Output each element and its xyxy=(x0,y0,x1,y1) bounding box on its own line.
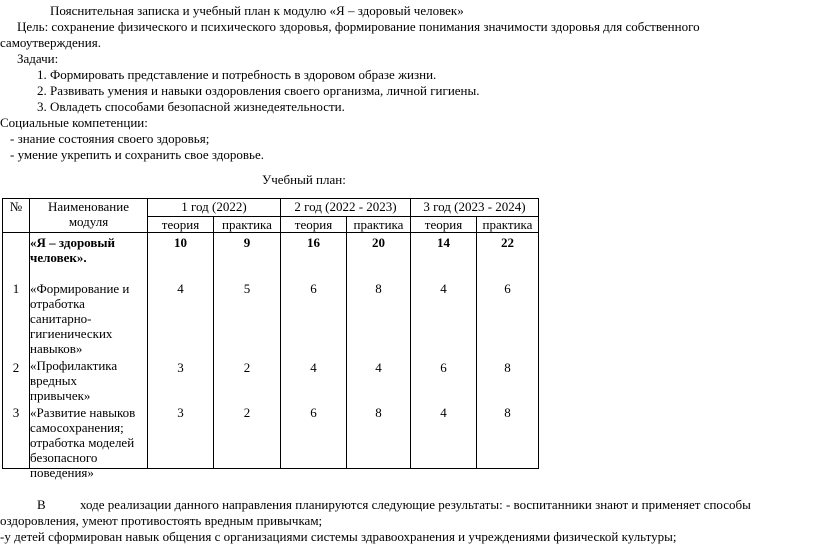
row1-value: 8 xyxy=(375,281,382,296)
row2-value: 8 xyxy=(504,360,511,375)
row-number-2: 2 xyxy=(12,360,20,375)
subheader-theory-y2: теория xyxy=(281,217,347,233)
results-line-1: ходе реализации данного направления планируются следующие результаты: - воспитанники знают и применяет способы xyxy=(80,497,751,512)
module-3-line2: самосохранения; xyxy=(30,420,124,435)
total-value: 22 xyxy=(501,235,514,250)
tasks-label: Задачи: xyxy=(17,51,59,66)
values-col-2 xyxy=(214,233,281,469)
plan-title: Учебный план: xyxy=(262,172,346,187)
row2-value: 3 xyxy=(177,360,184,375)
col-header-number: № xyxy=(3,199,30,233)
task-item-3: 3. Овладеть способами безопасной жизнедеятельности. xyxy=(37,99,345,114)
row3-value: 8 xyxy=(504,405,511,420)
row3-value: 2 xyxy=(243,405,251,420)
col-header-year2: 2 год (2022 - 2023) xyxy=(281,199,411,217)
row2-value: 4 xyxy=(375,360,382,375)
row3-value: 6 xyxy=(310,405,317,420)
module-main-line1: «Я – здоровый xyxy=(30,235,116,250)
total-value: 9 xyxy=(243,235,251,250)
module-1-line3: санитарно- xyxy=(30,311,92,326)
subheader-practice-y2: практика xyxy=(347,217,411,233)
results-prefix: В xyxy=(37,497,46,512)
row1-value: 6 xyxy=(504,281,511,296)
results-line-2: оздоровления, умеют противостоять вредным привычкам; xyxy=(0,513,323,528)
results-line-3: -у детей сформирован навык общения с организациями системы здравоохранения и учреждениями физической культуры; xyxy=(0,529,677,544)
row3-value: 3 xyxy=(177,405,184,420)
module-3-line5: поведения» xyxy=(30,465,94,480)
goal-line-1: Цель: сохранение физического и психического здоровья, формирование понимания значимости здоровья для собственного xyxy=(17,19,700,34)
task-item-1: 1. Формировать представление и потребность в здоровом образе жизни. xyxy=(37,67,437,82)
total-value: 14 xyxy=(437,235,450,250)
subheader-theory-y3: теория xyxy=(411,217,477,233)
module-1-line1: «Формирование и xyxy=(30,281,130,296)
module-2-line1: «Профилактика xyxy=(30,358,118,373)
total-value: 20 xyxy=(372,235,385,250)
row-number-3: 3 xyxy=(12,405,20,420)
module-1-line2: отработка xyxy=(30,296,85,311)
col-header-module xyxy=(30,199,148,233)
values-col-1 xyxy=(148,233,214,469)
goal-line-2: самоутверждения. xyxy=(0,35,101,50)
col-header-year1: 1 год (2022) xyxy=(148,199,281,217)
total-value: 16 xyxy=(307,235,320,250)
row2-value: 4 xyxy=(310,360,317,375)
row2-value: 2 xyxy=(243,360,251,375)
row3-value: 4 xyxy=(440,405,447,420)
col-header-module-line1: Наименование xyxy=(48,199,129,214)
values-col-4 xyxy=(347,233,411,469)
module-main-line2: человек». xyxy=(30,250,87,265)
row3-value: 8 xyxy=(375,405,382,420)
values-col-3 xyxy=(281,233,347,469)
module-3-line4: безопасного xyxy=(30,450,98,465)
module-3-line3: отработка моделей xyxy=(30,435,135,450)
subheader-practice-y1: практика xyxy=(214,217,281,233)
row-number-1: 1 xyxy=(12,281,20,296)
competencies-label: Социальные компетенции: xyxy=(0,115,148,130)
row1-value: 6 xyxy=(310,281,317,296)
col-header-year3: 3 год (2023 - 2024) xyxy=(411,199,539,217)
task-item-2: 2. Развивать умения и навыки оздоровления своего организма, личной гигиены. xyxy=(37,83,480,98)
curriculum-table xyxy=(2,198,539,480)
row1-value: 5 xyxy=(243,281,251,296)
module-1-line5: навыков» xyxy=(30,341,83,356)
module-3-line1: «Развитие навыков xyxy=(30,405,136,420)
subheader-practice-y3: практика xyxy=(477,217,539,233)
subheader-theory-y1: теория xyxy=(148,217,214,233)
module-2-line3: привычек» xyxy=(30,388,91,403)
total-value: 10 xyxy=(174,235,187,250)
row1-value: 4 xyxy=(177,281,184,296)
module-1-line4: гигиенических xyxy=(30,326,113,341)
row-numbers-cell xyxy=(3,233,30,469)
row1-value: 4 xyxy=(440,281,447,296)
competency-item-1: - знание состояния своего здоровья; xyxy=(10,131,210,146)
module-2-line2: вредных xyxy=(30,373,78,388)
module-names-cell xyxy=(30,233,148,480)
document-title: Пояснительная записка и учебный план к модулю «Я – здоровый человек» xyxy=(50,3,464,18)
values-col-6 xyxy=(477,233,539,469)
col-header-module-line2: модуля xyxy=(68,214,109,229)
values-col-5 xyxy=(411,233,477,469)
competency-item-2: - умение укрепить и сохранить свое здоровье. xyxy=(10,147,264,162)
row2-value: 6 xyxy=(440,360,447,375)
